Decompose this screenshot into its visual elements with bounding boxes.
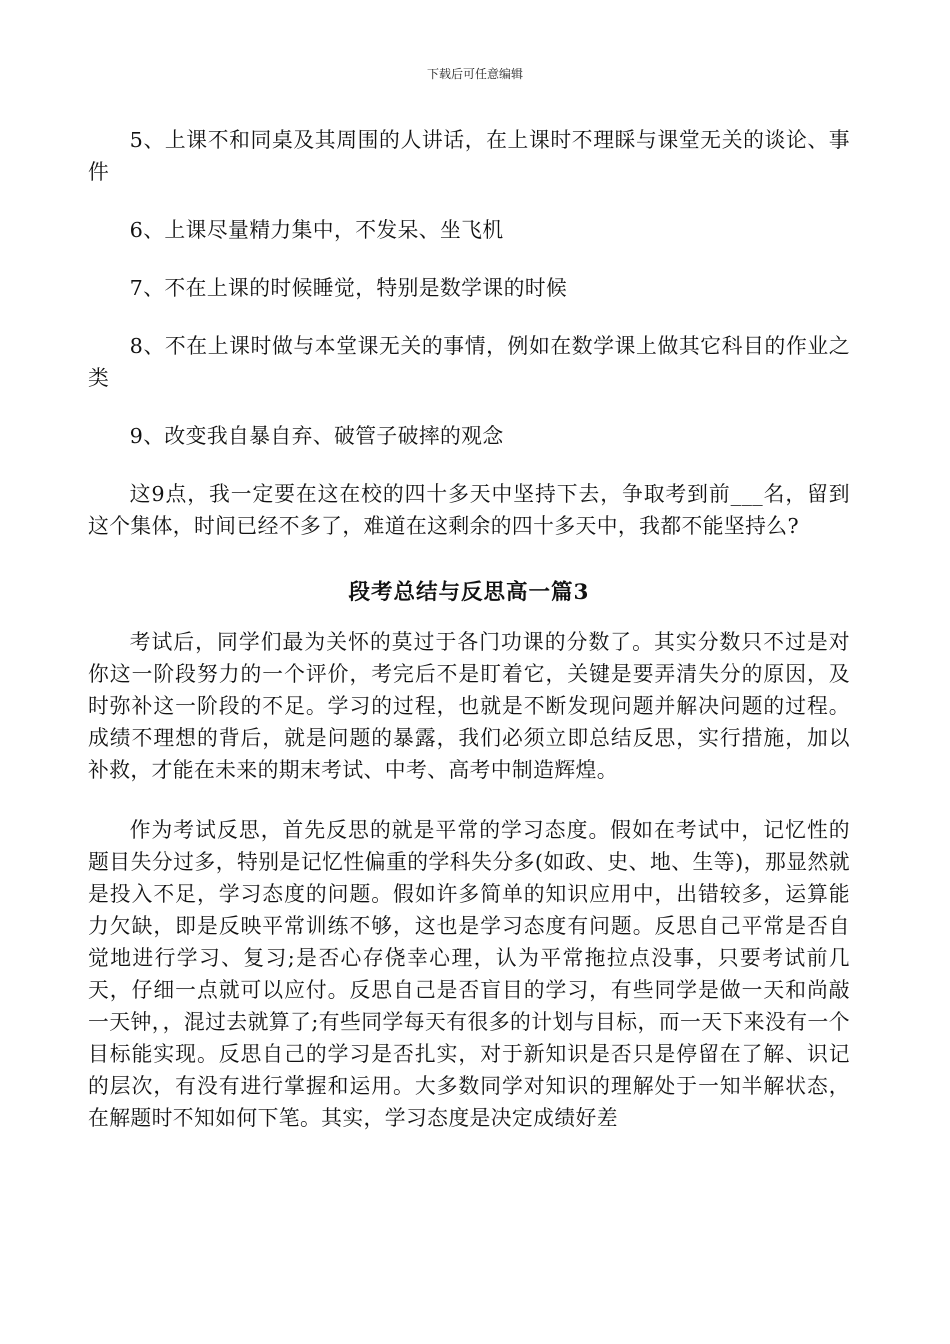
closing-paragraph: 这9点，我一定要在这在校的四十多天中坚持下去，争取考到前___名，留到这个集体，时间已经不多了，难道在这剩余的四十多天中，我都不能坚持么? [88, 482, 850, 538]
header-note: 下载后可任意编辑 [426, 67, 523, 81]
list-item-9: 9、改变我自暴自弃、破管子破摔的观念 [129, 424, 504, 448]
section-paragraph-2: 作为考试反思，首先反思的就是平常的学习态度。假如在考试中，记忆性的题目失分过多，特别是记忆性偏重的学科失分多(如政、史、地、生等)，那显然就是投入不足，学习态度的问题。假如许多简单的知识应用中，出错较多，运算能力欠缺，即是反映平常训练不够，这也是学习态度有问题。反思自己平常是否自觉地进行学习、复习;是否心存侥幸心理，认为平常拖拉点没事，只要考试前几天，仔细一点就可以应付。反思自己是否盲目的学习，有些同学是做一天和尚敲一天钟，，混过去就算了;有些同学每天有很多的计划与目标，而一天下来没有一个目标能实现。反思自己的学习是否扎实，对于新知识是否只是停留在了解、识记的层次，有没有进行掌握和运用。大多数同学对知识的理解处于一知半解状态，在解题时不知如何下笔。其实，学习态度是决定成绩好差 [88, 818, 850, 1130]
list-item-8: 8、不在上课时做与本堂课无关的事情，例如在数学课上做其它科目的作业之类 [88, 334, 850, 390]
section-title: 段考总结与反思高一篇3 [348, 580, 590, 605]
list-item-5: 5、上课不和同桌及其周围的人讲话，在上课时不理睬与课堂无关的谈论、事件 [88, 128, 850, 184]
list-item-6: 6、上课尽量精力集中，不发呆、坐飞机 [129, 218, 504, 242]
document-body [88, 124, 850, 1134]
section-paragraph-1: 考试后，同学们最为关怀的莫过于各门功课的分数了。其实分数只不过是对你这一阶段努力的一个评价，考完后不是盯着它，关键是要弄清失分的原因，及时弥补这一阶段的不足。学习的过程，也就是不断发现问题并解决问题的过程。成绩不理想的背后，就是问题的暴露，我们必须立即总结反思，实行措施，加以补救，才能在未来的期末考试、中考、高考中制造辉煌。 [88, 630, 850, 782]
list-item-7: 7、不在上课的时候睡觉，特别是数学课的时候 [129, 276, 568, 300]
